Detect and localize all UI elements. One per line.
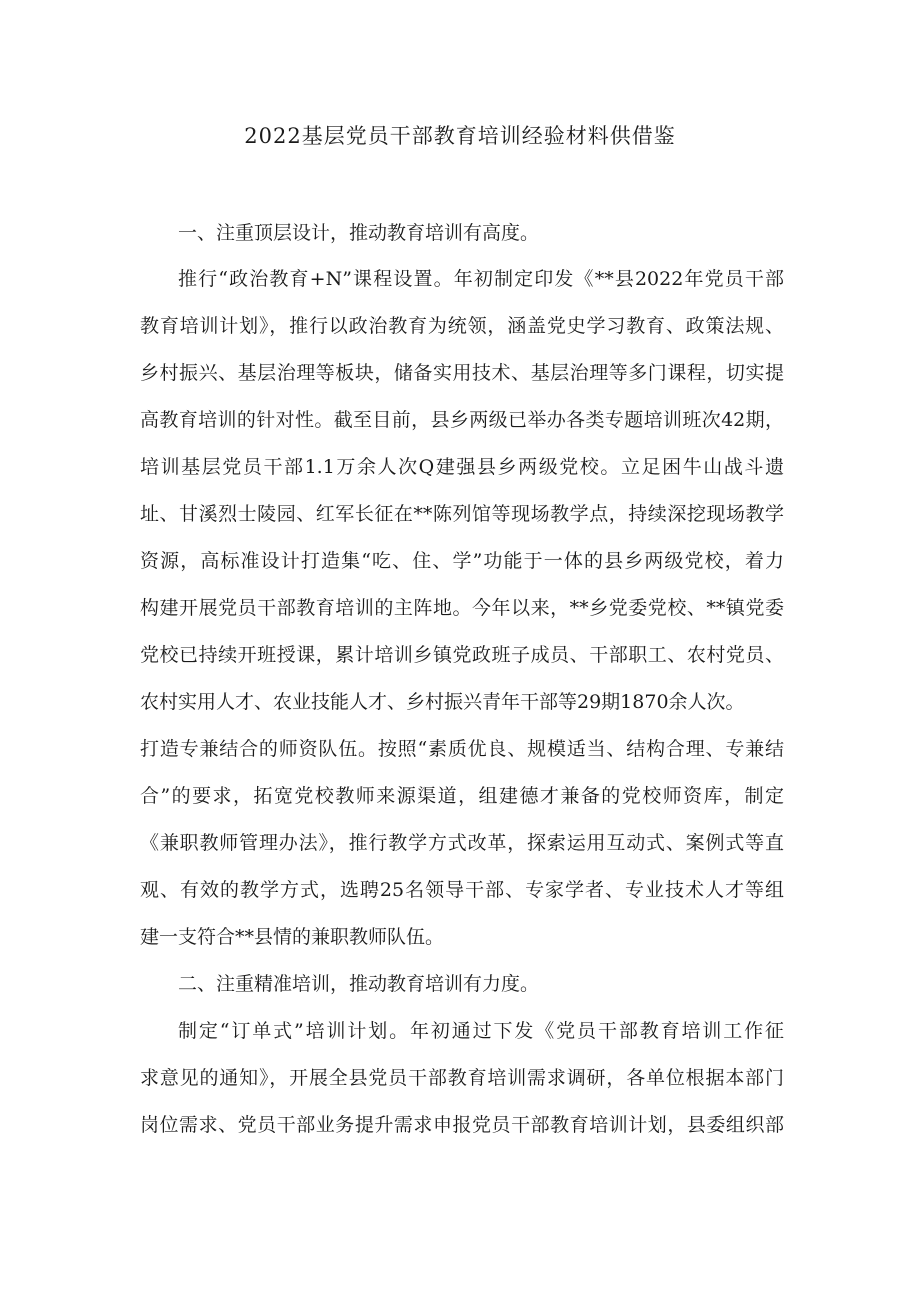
paragraph-line: 求意见的通知》，开展全县党员干部教育培训需求调研，各单位根据本部门 [140, 1067, 784, 1089]
paragraph-line: 教育培训计划》，推行以政治教育为统领，涵盖党史学习教育、政策法规、 [140, 315, 784, 337]
section-heading-2: 二、注重精准培训，推动教育培训有力度。 [178, 973, 540, 995]
paragraph-line: 建一支符合**县情的兼职教师队伍。 [140, 926, 445, 948]
paragraph-line: 《兼职教师管理办法》，推行教学方式改革，探索运用互动式、案例式等直 [140, 832, 784, 854]
paragraph-line: 打造专兼结合的师资队伍。按照“素质优良、规模适当、结构合理、专兼结 [140, 738, 784, 760]
paragraph-line: 址、甘溪烈士陵园、红军长征在**陈列馆等现场教学点，持续深挖现场教学 [140, 503, 784, 525]
paragraph-line: 乡村振兴、基层治理等板块，储备实用技术、基层治理等多门课程，切实提 [140, 362, 784, 384]
paragraph-line: 合”的要求，拓宽党校教师来源渠道，组建德才兼备的党校师资库，制定 [140, 785, 784, 807]
document-title: 2022基层党员干部教育培训经验材料供借鉴 [244, 124, 676, 148]
paragraph-line: 培训基层党员干部1.1万余人次Q建强县乡两级党校。立足困牛山战斗遗 [140, 456, 784, 478]
section-heading-1: 一、注重顶层设计，推动教育培训有高度。 [178, 222, 540, 244]
paragraph-line: 高教育培训的针对性。截至目前，县乡两级已举办各类专题培训班次42期， [140, 409, 784, 431]
paragraph-line: 构建开展党员干部教育培训的主阵地。今年以来，**乡党委党校、**镇党委 [140, 597, 784, 619]
paragraph-line: 岗位需求、党员干部业务提升需求申报党员干部教育培训计划，县委组织部 [140, 1114, 784, 1136]
paragraph-line: 推行“政治教育+N”课程设置。年初制定印发《**县2022年党员干部 [178, 268, 784, 290]
paragraph-line: 农村实用人才、农业技能人才、乡村振兴青年干部等29期1870余人次。 [140, 691, 745, 713]
paragraph-line: 资源，高标准设计打造集“吃、住、学”功能于一体的县乡两级党校，着力 [140, 550, 784, 572]
paragraph-line: 制定“订单式”培训计划。年初通过下发《党员干部教育培训工作征 [178, 1020, 784, 1042]
paragraph-line: 党校已持续开班授课，累计培训乡镇党政班子成员、干部职工、农村党员、 [140, 644, 784, 666]
paragraph-line: 观、有效的教学方式，选聘25名领导干部、专家学者、专业技术人才等组 [140, 879, 784, 901]
